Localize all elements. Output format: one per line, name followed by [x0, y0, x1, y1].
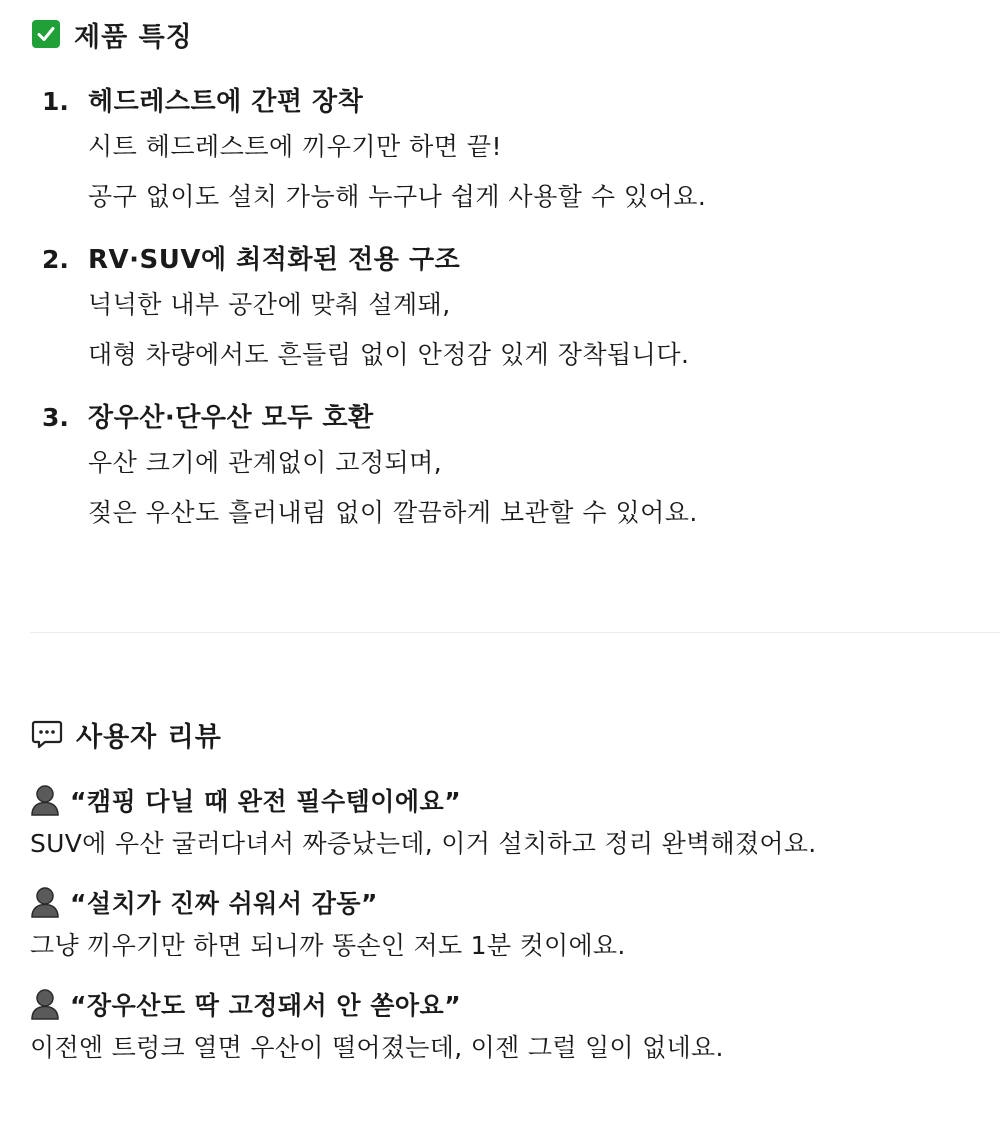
review-item	[30, 984, 990, 1072]
speech-balloon-icon	[30, 717, 64, 751]
feature-title: 헤드레스트에 간편 장착	[88, 87, 364, 117]
review-title-row	[30, 780, 990, 820]
feature-list	[32, 82, 992, 538]
review-body: SUV에 우산 굴러다녀서 짜증났는데, 이거 설치하고 정리 완벽해졌어요.	[30, 829, 817, 858]
feature-number: 3.	[42, 403, 69, 432]
reviews-heading-text: 사용자 리뷰	[76, 721, 222, 753]
feature-description-line: 우산 크기에 관계없이 고정되며,	[88, 448, 443, 477]
person-silhouette-icon	[30, 886, 60, 918]
review-title-row	[30, 882, 990, 922]
person-silhouette-icon	[30, 988, 60, 1020]
feature-description-line: 공구 없이도 설치 가능해 누구나 쉽게 사용할 수 있어요.	[88, 182, 707, 211]
review-title-row	[30, 984, 990, 1024]
check-mark-button-icon	[32, 20, 60, 48]
reviews-heading	[30, 712, 990, 756]
features-heading	[32, 14, 992, 54]
review-title: “설치가 진짜 쉬워서 감동”	[70, 889, 378, 918]
feature-item	[32, 398, 992, 538]
person-silhouette-icon	[30, 784, 60, 816]
feature-title: 장우산·단우산 모두 호환	[88, 403, 374, 433]
section-divider	[30, 632, 1000, 633]
feature-item	[32, 240, 992, 380]
feature-description-line: 젖은 우산도 흘러내림 없이 깔끔하게 보관할 수 있어요.	[88, 498, 698, 527]
features-section	[32, 14, 992, 556]
review-title: “장우산도 딱 고정돼서 안 쏟아요”	[70, 991, 462, 1020]
review-body: 이전엔 트렁크 열면 우산이 떨어졌는데, 이젠 그럴 일이 없네요.	[30, 1033, 724, 1062]
features-heading-text: 제품 특징	[74, 21, 193, 53]
review-item	[30, 882, 990, 970]
feature-title: RV·SUV에 최적화된 전용 구조	[88, 245, 461, 275]
feature-number: 2.	[42, 245, 69, 274]
feature-description-line: 넉넉한 내부 공간에 맞춰 설계돼,	[88, 290, 451, 319]
feature-description-line: 시트 헤드레스트에 끼우기만 하면 끝!	[88, 132, 503, 161]
review-body: 그냥 끼우기만 하면 되니까 똥손인 저도 1분 컷이에요.	[30, 931, 626, 960]
feature-number: 1.	[42, 87, 69, 116]
review-title: “캠핑 다닐 때 완전 필수템이에요”	[70, 787, 462, 816]
feature-description-line: 대형 차량에서도 흔들림 없이 안정감 있게 장착됩니다.	[88, 340, 690, 369]
review-item	[30, 780, 990, 868]
reviews-section	[30, 712, 990, 1072]
feature-item	[32, 82, 992, 222]
